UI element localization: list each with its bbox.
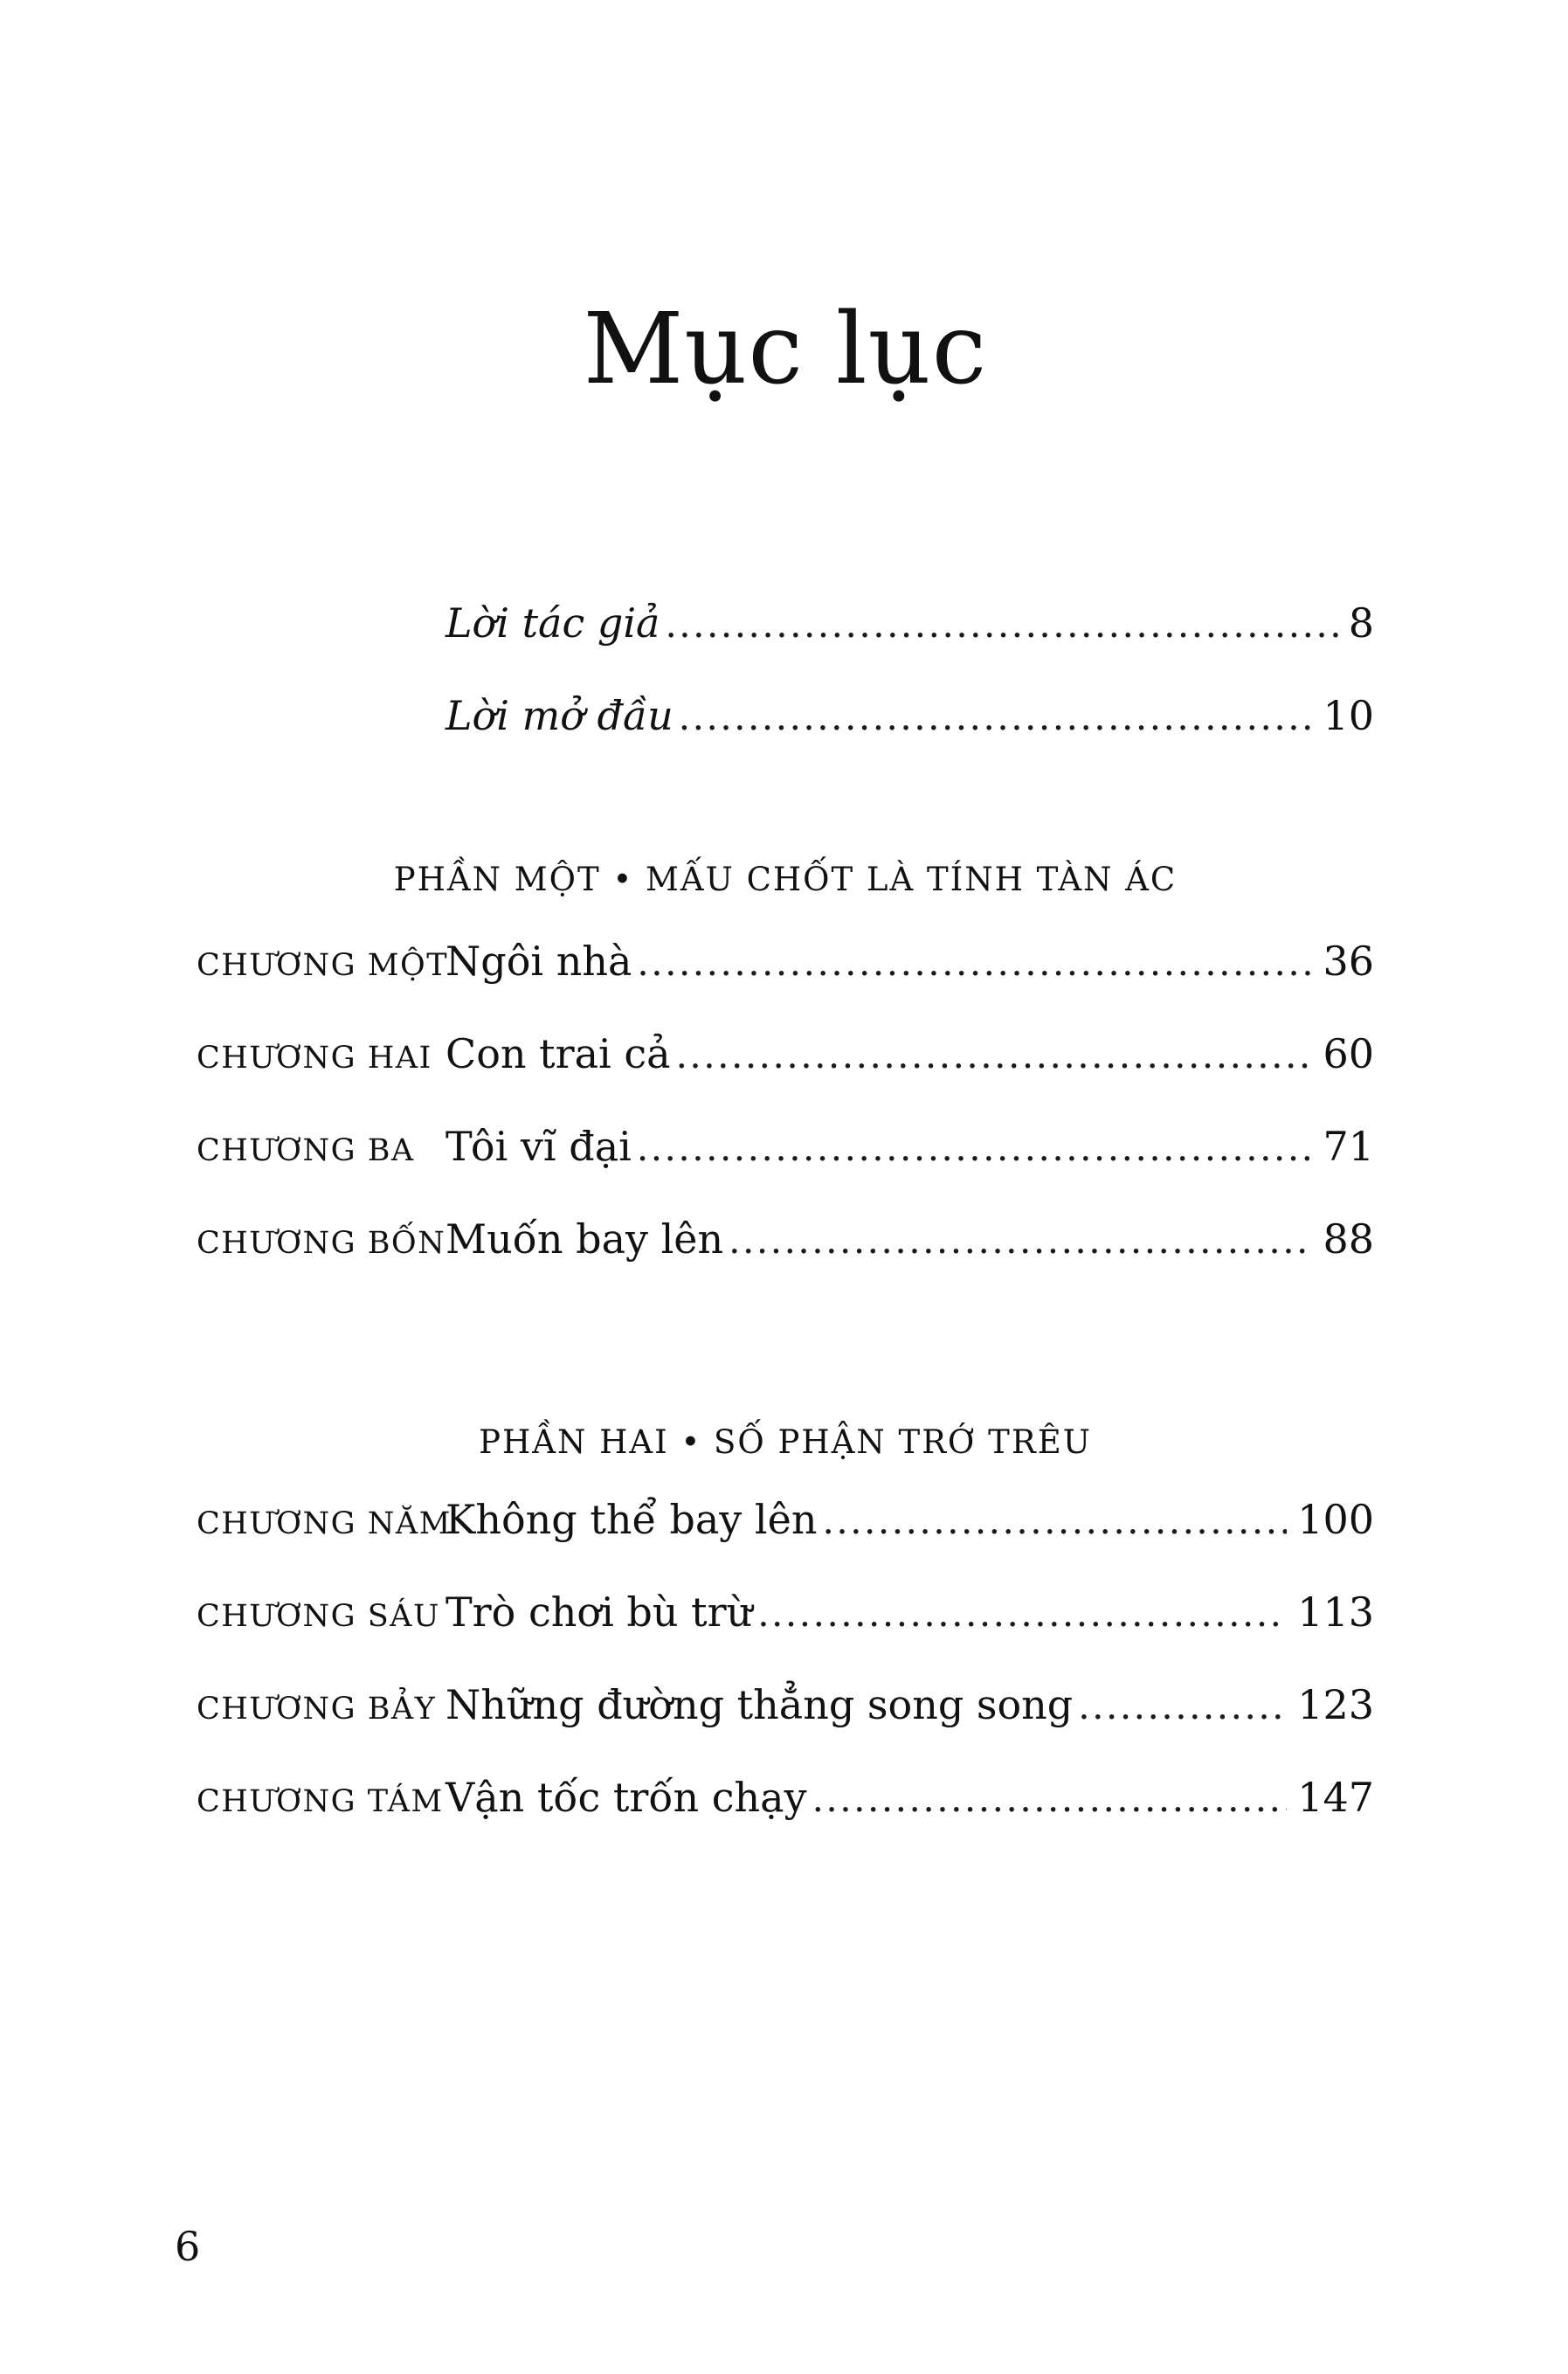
toc-entry-chapter: [197, 1658, 1374, 1751]
dot-leader: [822, 1473, 1287, 1568]
chapter-title: Muốn bay lên: [446, 1215, 724, 1263]
front-matter-title: Lời tác giả: [446, 599, 660, 647]
dot-leader: [637, 915, 1312, 1009]
chapter-title: Con trai cả: [446, 1030, 671, 1077]
chapter-page-number: 100: [1297, 1496, 1374, 1543]
page-number-folio: 6: [175, 2223, 201, 2270]
dot-leader: [676, 1007, 1313, 1102]
toc-entry-chapter: [197, 1193, 1374, 1285]
chapter-label: CHƯƠNG BỐN: [197, 1226, 446, 1261]
chapter-title: Tôi vĩ đại: [446, 1123, 632, 1170]
dot-leader: [665, 577, 1337, 671]
chapter-title: Không thể bay lên: [446, 1496, 818, 1543]
part-one-chapter-list: [197, 915, 1374, 1285]
chapter-page-number: 147: [1297, 1774, 1374, 1821]
dot-leader: [812, 1751, 1288, 1845]
chapter-title: Vận tốc trốn chạy: [446, 1774, 807, 1821]
chapter-label: CHƯƠNG NĂM: [197, 1506, 452, 1541]
chapter-page-number: 60: [1323, 1030, 1374, 1077]
chapter-label: CHƯƠNG TÁM: [197, 1784, 444, 1819]
front-matter-page-number: 10: [1323, 692, 1374, 739]
toc-content: [0, 288, 1568, 1844]
part-two-chapter-list: [197, 1473, 1374, 1844]
toc-entry-chapter: [197, 1100, 1374, 1193]
chapter-page-number: 71: [1323, 1123, 1374, 1170]
chapter-label: CHƯƠNG HAI: [197, 1041, 432, 1076]
chapter-title: Trò chơi bù trừ: [446, 1588, 753, 1636]
chapter-title: Những đường thẳng song song: [446, 1681, 1074, 1728]
chapter-page-number: 88: [1323, 1215, 1374, 1263]
toc-entry-chapter: [197, 1007, 1374, 1100]
dot-leader: [679, 669, 1313, 764]
chapter-title: Ngôi nhà: [446, 938, 632, 985]
dot-leader: [757, 1566, 1287, 1660]
chapter-label: CHƯƠNG BA: [197, 1133, 415, 1168]
chapter-page-number: 113: [1297, 1588, 1374, 1636]
front-matter-list: [197, 577, 1374, 762]
front-matter-title: Lời mở đầu: [446, 692, 673, 739]
page-title: Mục lục: [583, 293, 988, 406]
toc-entry-front-matter: [197, 669, 1374, 762]
toc-entry-chapter: [197, 1566, 1374, 1658]
front-matter-page-number: 8: [1348, 599, 1374, 647]
chapter-page-number: 36: [1323, 938, 1374, 985]
toc-entry-chapter: [197, 915, 1374, 1007]
chapter-label: CHƯƠNG BẢY: [197, 1692, 437, 1727]
toc-entry-front-matter: [197, 577, 1374, 669]
dot-leader: [1078, 1658, 1287, 1753]
dot-leader: [637, 1100, 1313, 1194]
toc-entry-chapter: [197, 1473, 1374, 1566]
chapter-label: CHƯƠNG SÁU: [197, 1599, 440, 1634]
part-two-heading: PHẦN HAI • SỐ PHẬN TRỚ TRÊU: [479, 1423, 1092, 1461]
part-one-heading: PHẦN MỘT • MẤU CHỐT LÀ TÍNH TÀN ÁC: [393, 861, 1178, 898]
chapter-page-number: 123: [1297, 1681, 1374, 1728]
dot-leader: [729, 1193, 1312, 1287]
toc-entry-chapter: [197, 1751, 1374, 1844]
chapter-label: CHƯƠNG MỘT: [197, 948, 449, 983]
